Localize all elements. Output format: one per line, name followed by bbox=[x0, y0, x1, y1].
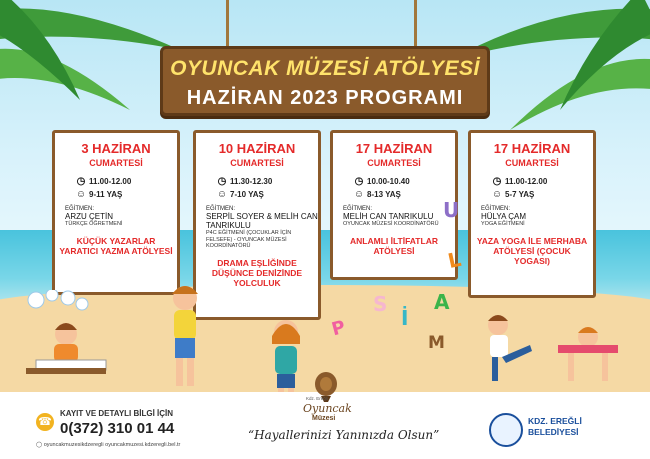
motto: “Hayallerinizi Yanınızda Olsun” bbox=[248, 428, 440, 442]
trainer-name: ARZU ÇETİN bbox=[65, 212, 113, 221]
floating-letter: İ bbox=[401, 306, 409, 330]
trainer-role: OYUNCAK MÜZESİ KOORDİNATÖRÜ bbox=[343, 221, 439, 227]
event-time-row bbox=[489, 176, 593, 187]
floating-letter: P bbox=[329, 316, 348, 341]
event-time: 11.30-12.30 bbox=[230, 177, 273, 186]
museum-logo-name: Oyuncak bbox=[303, 402, 352, 415]
phone-main: 310 01 44 bbox=[107, 420, 175, 437]
event-age: 8-13 YAŞ bbox=[367, 190, 401, 199]
phone-prefix: 0(372) bbox=[60, 420, 104, 437]
clock-icon: ◷ bbox=[492, 176, 502, 187]
clock-icon: ◷ bbox=[217, 176, 227, 187]
event-card-3 bbox=[330, 130, 458, 280]
municipality-line2: BELEDİYESİ bbox=[528, 427, 579, 437]
workshop-title: DRAMA EŞLİĞİNDE DÜŞÜNCE DENİZİNDE YOLCULUK bbox=[211, 257, 303, 288]
event-age: 5-7 YAŞ bbox=[505, 190, 535, 199]
municipality-name bbox=[528, 416, 582, 438]
museum-logo-small-text: Kdz. Ereğli bbox=[306, 396, 328, 401]
floating-letter: A bbox=[434, 290, 450, 314]
trainer-label: EĞİTMEN: bbox=[343, 206, 373, 212]
banner-rope-left bbox=[226, 0, 229, 52]
event-time-row bbox=[73, 176, 177, 187]
floating-letter: S bbox=[373, 292, 388, 316]
event-time-row bbox=[351, 176, 455, 187]
event-age: 7-10 YAŞ bbox=[230, 190, 264, 199]
event-age-row bbox=[73, 189, 177, 200]
trainer-label: EĞİTMEN: bbox=[481, 206, 511, 212]
social-links bbox=[36, 442, 180, 448]
floating-letter: M bbox=[428, 333, 445, 353]
children-icon: ☺ bbox=[491, 189, 503, 200]
event-date: 3 HAZİRAN bbox=[81, 141, 151, 156]
social-text: oyuncakmuzesikdzeregli oyuncakmuzesi.kdzeregli.bel.tr bbox=[43, 442, 181, 448]
event-date: 17 HAZİRAN bbox=[355, 141, 433, 156]
event-age-row bbox=[489, 189, 593, 200]
registration-info-label: KAYIT VE DETAYLI BİLGİ İÇİN bbox=[60, 409, 174, 418]
floating-letter: U bbox=[443, 198, 460, 222]
children-icon: ☺ bbox=[216, 189, 228, 200]
municipality-line1: KDZ. EREĞLİ bbox=[528, 416, 582, 426]
event-time: 11.00-12.00 bbox=[505, 177, 548, 186]
event-age-row bbox=[351, 189, 455, 200]
event-age: 9-11 YAŞ bbox=[89, 190, 123, 199]
trainer-name: HÜLYA ÇAM bbox=[481, 212, 527, 221]
trainer-label: EĞİTMEN: bbox=[65, 206, 95, 212]
trainer-role: YOGA EĞİTMENİ bbox=[481, 221, 525, 227]
banner-subtitle: HAZİRAN 2023 PROGRAMI bbox=[186, 87, 464, 109]
clock-icon: ◷ bbox=[76, 176, 86, 187]
trainer-name: SERPİL SOYER & MELİH CAN TANRIKULU bbox=[206, 212, 318, 230]
banner-title: OYUNCAK MÜZESİ ATÖLYESİ bbox=[170, 57, 480, 80]
event-day: CUMARTESİ bbox=[230, 158, 284, 168]
phone-number bbox=[60, 420, 174, 437]
event-age-row bbox=[214, 189, 318, 200]
event-day: CUMARTESİ bbox=[505, 158, 559, 168]
event-day: CUMARTESİ bbox=[89, 158, 143, 168]
trainer-role: P4C EĞİTMENİ (ÇOCUKLAR İÇİN FELSEFE) - OYUNCAK MÜZESİ KOORDİNATÖRÜ bbox=[206, 230, 292, 249]
event-date: 10 HAZİRAN bbox=[218, 141, 296, 156]
boy-illustration bbox=[160, 282, 210, 392]
banner-rope-right bbox=[414, 0, 417, 52]
trainer-label: EĞİTMEN: bbox=[206, 206, 236, 212]
instagram-icon: ◯ bbox=[36, 442, 43, 448]
title-banner bbox=[160, 46, 490, 116]
workshop-title: YAZA YOGA İLE MERHABA ATÖLYESİ (ÇOCUK YOGASI) bbox=[476, 235, 588, 266]
event-card-4 bbox=[468, 130, 596, 298]
floating-letter: L bbox=[445, 246, 464, 274]
phone-icon: ☎ bbox=[36, 413, 54, 431]
children-icon: ☺ bbox=[353, 189, 365, 200]
event-day: CUMARTESİ bbox=[367, 158, 421, 168]
municipality-logo bbox=[489, 413, 523, 447]
event-time: 10.00-10.40 bbox=[367, 177, 410, 186]
yoga-kids-illustration bbox=[478, 305, 628, 385]
event-date: 17 HAZİRAN bbox=[493, 141, 571, 156]
clock-icon: ◷ bbox=[354, 176, 364, 187]
workshop-title: KÜÇÜK YAZARLAR YARATICI YAZMA ATÖLYESİ bbox=[59, 235, 173, 256]
event-card-2 bbox=[193, 130, 321, 320]
workshop-title: ANLAMLI İLTİFATLAR ATÖLYESİ bbox=[350, 235, 438, 256]
trainer-name: MELİH CAN TANRIKULU bbox=[343, 212, 434, 221]
museum-logo-sub: Müzesi bbox=[312, 415, 336, 422]
event-card-1 bbox=[52, 130, 180, 295]
event-time: 11.00-12.00 bbox=[89, 177, 132, 186]
event-time-row bbox=[214, 176, 318, 187]
trainer-role: TÜRKÇE ÖĞRETMENİ bbox=[65, 221, 123, 227]
children-icon: ☺ bbox=[75, 189, 87, 200]
child-writing-illustration bbox=[16, 290, 116, 380]
